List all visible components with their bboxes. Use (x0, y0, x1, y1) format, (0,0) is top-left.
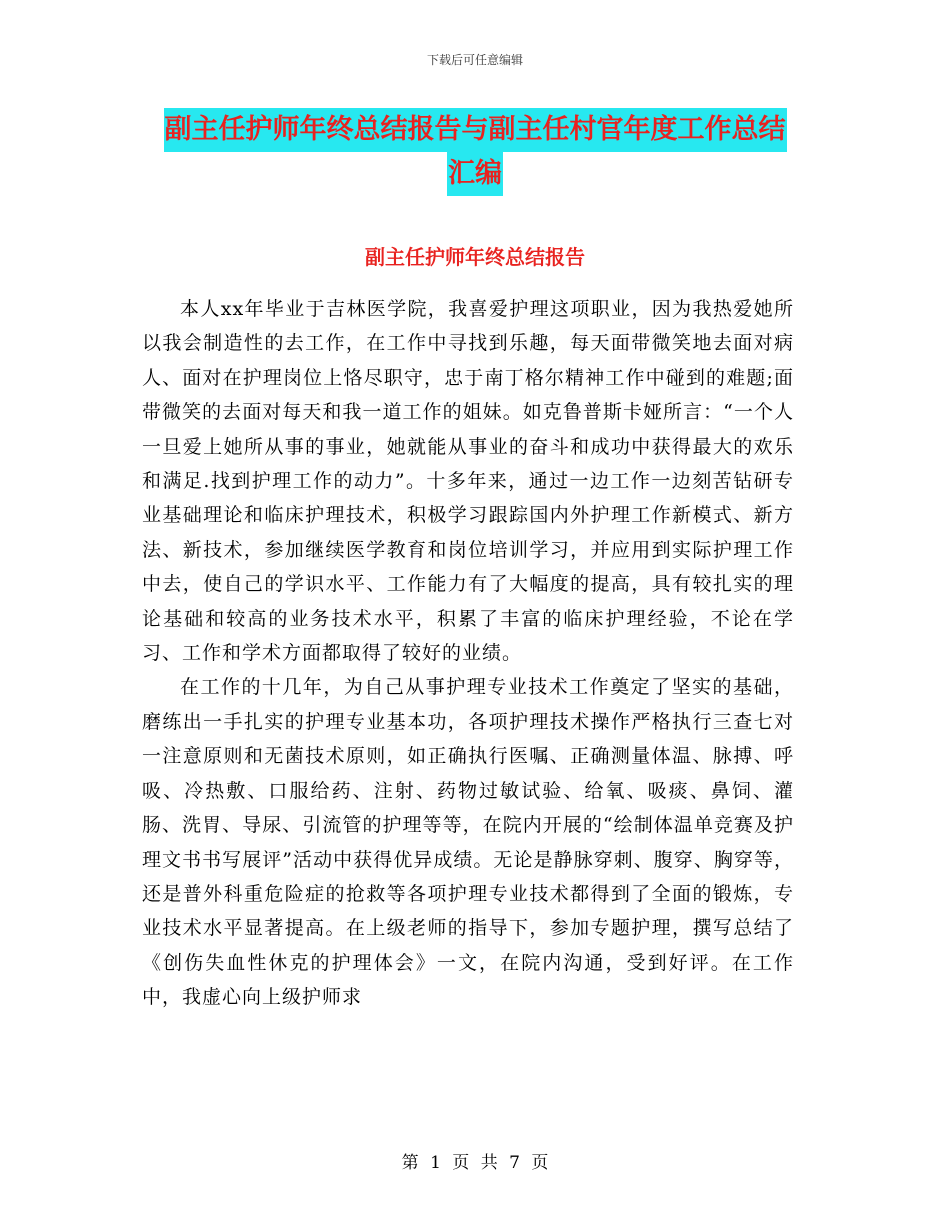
document-title (140, 108, 810, 196)
body-text (142, 292, 794, 1015)
paragraph-1: 本人xx年毕业于吉林医学院，我喜爱护理这项职业，因为我热爱她所以我会制造性的去工作，在工作中寻找到乐趣，每天面带微笑地去面对病人、面对在护理岗位上恪尽职守，忠于南丁格尔精神工作中碰到的难题;面带微笑的去面对每天和我一道工作的姐妹。如克鲁普斯卡娅所言：“一个人一旦爱上她所从事的事业，她就能从事业的奋斗和成功中获得最大的欢乐和满足.找到护理工作的动力”。十多年来，通过一边工作一边刻苦钻研专业基础理论和临床护理技术，积极学习跟踪国内外护理工作新模式、新方法、新技术，参加继续医学教育和岗位培训学习，并应用到实际护理工作中去，使自己的学识水平、工作能力有了大幅度的提高，具有较扎实的理论基础和较高的业务技术水平，积累了丰富的临床护理经验，不论在学习、工作和学术方面都取得了较好的业绩。 (142, 298, 794, 665)
header-note: 下载后可任意编辑 (426, 53, 523, 67)
document-title-line-2: 汇编 (447, 152, 503, 196)
section-heading: 副主任护师年终总结报告 (365, 245, 585, 269)
paragraph-2: 在工作的十几年，为自己从事护理专业技术工作奠定了坚实的基础，磨练出一手扎实的护理专业基本功，各项护理技术操作严格执行三查七对一注意原则和无菌技术原则，如正确执行医嘱、正确测量体温、脉搏、呼吸、冷热敷、口服给药、注射、药物过敏试验、给氧、吸痰、鼻饲、灌肠、洗胃、导尿、引流管的护理等等，在院内开展的“绘制体温单竞赛及护理文书书写展评”活动中获得优异成绩。无论是静脉穿刺、腹穿、胸穿等，还是普外科重危险症的抢救等各项护理专业技术都得到了全面的锻炼，专业技术水平显著提高。在上级老师的指导下，参加专题护理，撰写总结了《创伤失血性休克的护理体会》一文，在院内沟通，受到好评。在工作中，我虚心向上级护师求 (142, 676, 794, 1009)
document-title-line-1: 副主任护师年终总结报告与副主任村官年度工作总结 (164, 108, 787, 152)
page-number: 第 1 页 共 7 页 (401, 1153, 549, 1173)
